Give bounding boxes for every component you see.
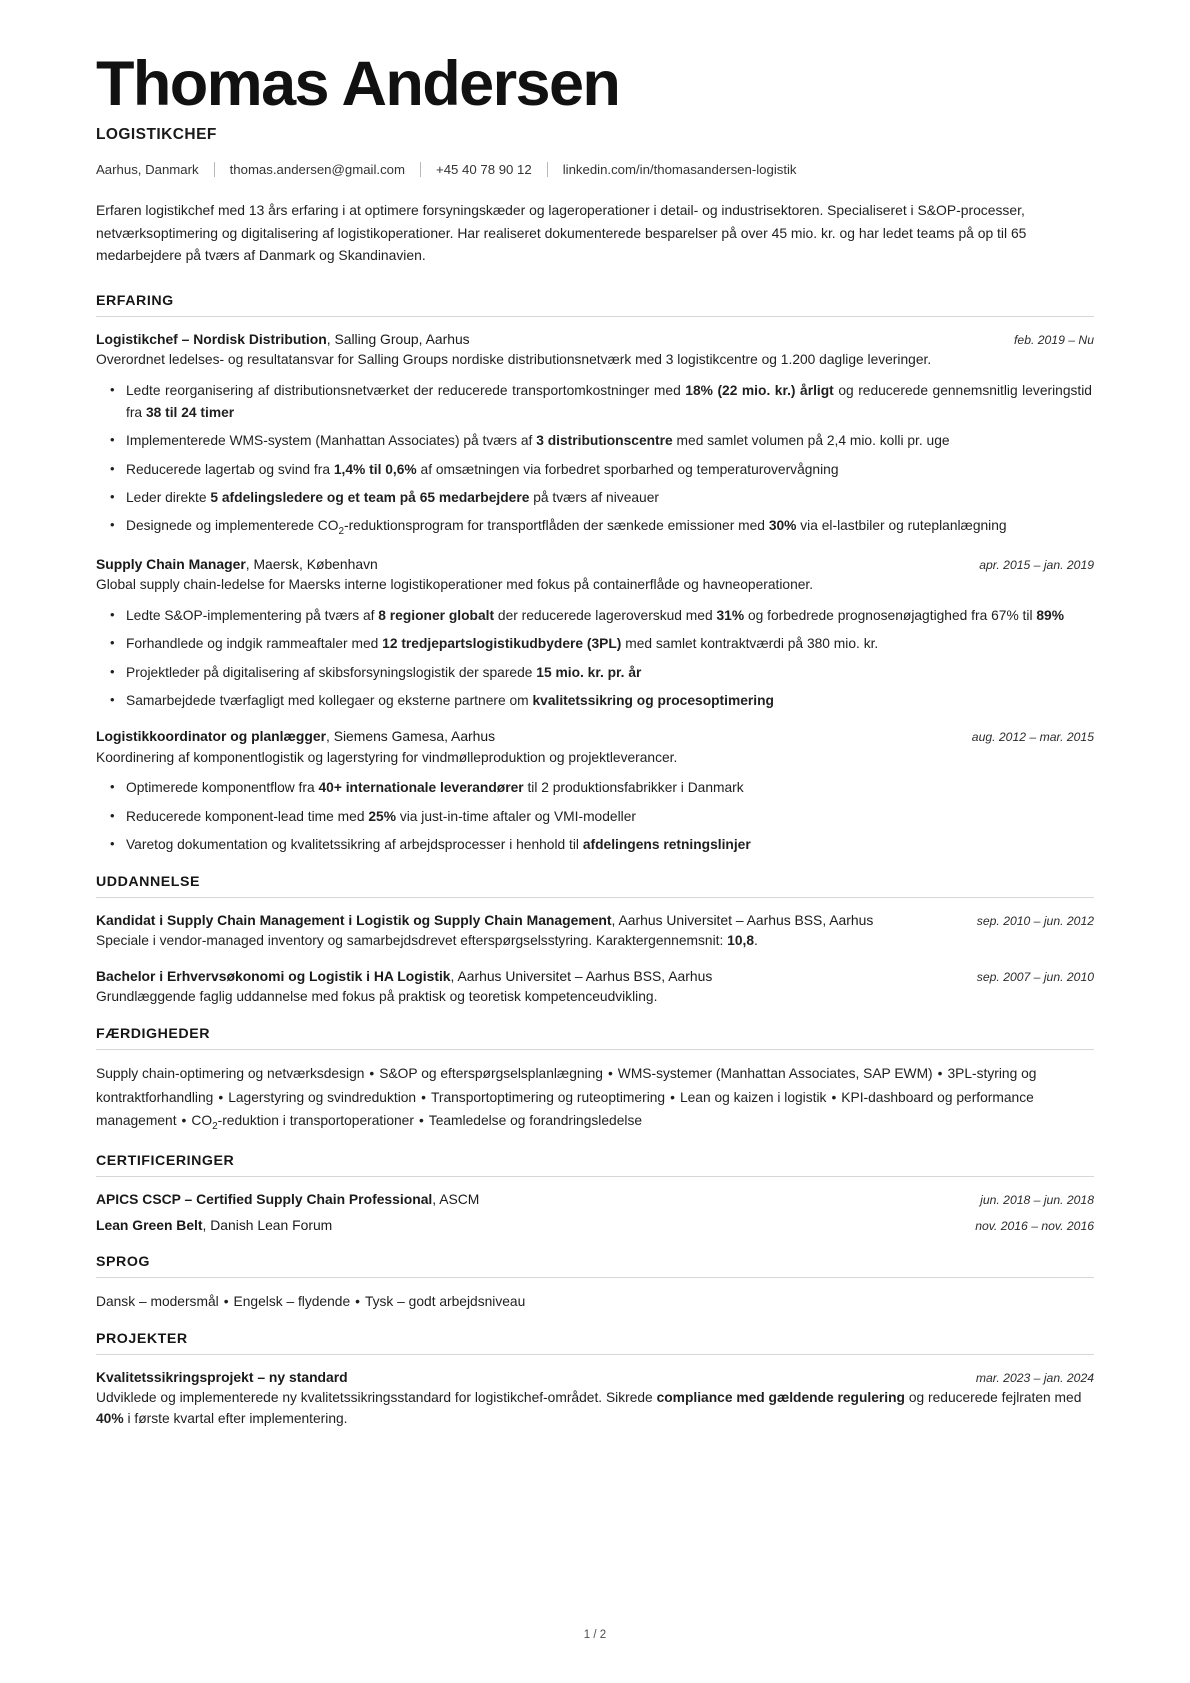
education-date: sep. 2007 – jun. 2010 — [976, 970, 1094, 985]
section-title-skills: FÆRDIGHEDER — [96, 1025, 211, 1042]
experience-role: Logistikkoordinator og planlægger — [96, 728, 326, 745]
experience-bullet: • Reducerede lagertab og svind fra 1,4% til 0,6% af omsætningen via forbedret sporbarhed og temperaturovervågning — [126, 459, 1094, 481]
experience-bullets — [96, 777, 1094, 856]
skill-item: Transportoptimering og ruteoptimering — [430, 1089, 666, 1105]
experience-entry — [96, 726, 1094, 856]
experience-bullet: • Optimerede komponentflow fra 40+ internationale leverandører til 2 produktionsfabrikker i Danmark — [126, 777, 1094, 799]
skill-item: Supply chain-optimering og netværksdesign — [96, 1065, 365, 1081]
experience-role: Logistikchef – Nordisk Distribution — [96, 330, 327, 347]
project-date: mar. 2023 – jan. 2024 — [975, 1371, 1094, 1386]
education-degree: Bachelor i Erhvervsøkonomi og Logistik i HA Logistik — [96, 968, 451, 985]
resume-header — [96, 49, 1094, 267]
language-item: Tysk – godt arbejdsniveau — [364, 1293, 526, 1309]
experience-description: Overordnet ledelses- og resultatansvar for Salling Groups nordiske distributionsnetværk med 3 logistikcentre og 1.200 daglige leveringer. — [96, 351, 932, 367]
education-title — [96, 910, 959, 930]
section-divider — [96, 1354, 1094, 1355]
experience-company: , Siemens Gamesa, Aarhus — [325, 728, 496, 745]
skill-item: $CO_2$-reduktion i transportoperationer — [191, 1113, 414, 1133]
section-divider — [96, 1277, 1094, 1278]
section-certifications — [96, 1153, 1094, 1235]
entry-header — [96, 966, 1094, 986]
list-separator: • — [937, 1065, 943, 1081]
experience-entry — [96, 329, 1094, 540]
entry-header — [96, 329, 1094, 349]
section-title-experience: ERFARING — [96, 292, 174, 309]
skill-item: Teamledelse og forandringsledelse — [428, 1113, 643, 1129]
list-separator: • — [223, 1293, 229, 1309]
entry-header — [96, 1215, 1094, 1235]
section-languages — [96, 1254, 1094, 1314]
certification-title — [96, 1189, 962, 1209]
list-separator: • — [831, 1089, 837, 1105]
skill-item: KPI-dashboard og performance management — [96, 1089, 1034, 1129]
contact-line — [96, 162, 1094, 177]
skill-item: Lagerstyring og svindreduktion — [228, 1089, 417, 1105]
experience-role: Supply Chain Manager — [96, 556, 246, 573]
certification-name: APICS CSCP – Certified Supply Chain Professional — [96, 1191, 433, 1208]
list-separator: • — [181, 1113, 187, 1129]
section-title-certifications: CERTIFICERINGER — [96, 1153, 235, 1170]
projects-list — [96, 1367, 1094, 1430]
list-separator: • — [418, 1113, 424, 1129]
contact-email[interactable]: thomas.andersen@gmail.com — [229, 162, 405, 178]
language-item: Engelsk – flydende — [233, 1293, 351, 1309]
skills-list — [96, 1062, 1094, 1135]
education-entry — [96, 966, 1094, 1008]
experience-date: feb. 2019 – Nu — [1014, 332, 1094, 347]
experience-bullet: • Reducerede komponent-lead time med 25% via just-in-time aftaler og VMI-modeller — [126, 806, 1094, 828]
education-title — [96, 966, 959, 986]
contact-location: Aarhus, Danmark — [96, 162, 199, 178]
experience-bullet: • Ledte reorganisering af distributionsnetværket der reducerede transportomkostninger med 18% (22 mio. kr.) årligt og reducerede gennemsnitlig leveringstid fra 38 til 24 timer — [126, 380, 1094, 425]
experience-date: apr. 2015 – jan. 2019 — [979, 558, 1094, 573]
section-experience — [96, 293, 1094, 857]
section-title-education: UDDANNELSE — [96, 874, 201, 891]
list-separator: • — [355, 1293, 360, 1309]
experience-bullet: • Leder direkte 5 afdelingsledere og et team på 65 medarbejdere på tværs af niveauer — [126, 487, 1094, 509]
education-description: Speciale i vendor-managed inventory og samarbejdsdrevet efterspørgselsstyring. Karaktergennemsnit: 10,8. — [96, 933, 758, 949]
certification-issuer: , ASCM — [432, 1191, 480, 1208]
experience-title — [96, 554, 961, 574]
certification-issuer: , Danish Lean Forum — [202, 1217, 333, 1234]
contact-divider — [214, 162, 215, 177]
experience-date: aug. 2012 – mar. 2015 — [971, 730, 1094, 745]
skill-item: S&OP og efterspørgselsplanlægning — [379, 1065, 603, 1081]
project-name: Kvalitetssikringsprojekt – ny standard — [96, 1369, 348, 1386]
candidate-job-title: LOGISTIKCHEF — [96, 126, 217, 144]
certification-date: nov. 2016 – nov. 2016 — [975, 1219, 1094, 1234]
list-separator: • — [369, 1065, 375, 1081]
education-date: sep. 2010 – jun. 2012 — [976, 914, 1094, 929]
section-divider — [96, 897, 1094, 898]
section-projects — [96, 1331, 1094, 1430]
list-separator: • — [421, 1089, 426, 1105]
entry-header — [96, 1367, 1094, 1387]
section-divider — [96, 1049, 1094, 1050]
experience-bullet: • Forhandlede og indgik rammeaftaler med 12 tredjepartslogistikudbydere (3PL) med samlet kontraktværdi på 380 mio. kr. — [126, 633, 1094, 655]
education-school: , Aarhus Universitet – Aarhus BSS, Aarhus — [611, 912, 874, 929]
contact-linkedin[interactable]: linkedin.com/in/thomasandersen-logistik — [562, 162, 797, 178]
experience-bullets — [96, 380, 1094, 541]
skill-item: 3PL-styring og kontraktforhandling — [96, 1065, 1037, 1105]
experience-bullet: • Projektleder på digitalisering af skibsforsyningslogistik der sparede 15 mio. kr. pr. år — [126, 662, 1094, 684]
experience-bullet: • Designede og implementerede $CO_2$-reduktionsprogram for transportflåden der sænkede emissioner med 30% via el-lastbiler og ruteplanlægning — [126, 515, 1094, 540]
certifications-list — [96, 1189, 1094, 1235]
section-divider — [96, 1176, 1094, 1177]
experience-title — [96, 726, 954, 746]
education-degree: Kandidat i Supply Chain Management i Logistik og Supply Chain Management — [96, 912, 612, 929]
skill-item: WMS-systemer (Manhattan Associates, SAP EWM) — [617, 1065, 933, 1081]
experience-description: Global supply chain-ledelse for Maersks interne logistikoperationer med fokus på containerflåde og havneoperationer. — [96, 577, 814, 593]
education-entry — [96, 910, 1094, 952]
experience-company: , Salling Group, Aarhus — [326, 330, 470, 347]
section-title-projects: PROJEKTER — [96, 1331, 188, 1348]
candidate-name: Thomas Andersen — [96, 49, 620, 119]
project-entry — [96, 1367, 1094, 1430]
certification-title — [96, 1215, 957, 1235]
languages-list — [96, 1290, 1094, 1314]
contact-divider — [547, 162, 548, 177]
education-list — [96, 910, 1094, 1008]
language-item: Dansk – modersmål — [96, 1293, 219, 1309]
experience-bullet: • Ledte S&OP-implementering på tværs af 8 regioner globalt der reducerede lageroverskud med 31% og forbedrede prognosenøjagtighed fra 67% til 89% — [126, 605, 1094, 627]
list-separator: • — [218, 1089, 224, 1105]
page-indicator: 1 / 2 — [583, 1629, 607, 1641]
experience-description: Koordinering af komponentlogistik og lagerstyring for vindmølleproduktion og projektleverancer. — [96, 749, 678, 765]
professional-summary: Erfaren logistikchef med 13 års erfaring i at optimere forsyningskæder og lageroperationer i detail- og industrisektoren. Specialiseret i S&OP-processer, netværksoptimering og digitalisering af logistikoperationer. Har realiseret dokumenterede besparelser på over 45 mio. kr. og har ledet teams på op til 65 medarbejdere på tværs af Danmark og Skandinavien. — [96, 202, 1027, 264]
project-title — [96, 1367, 958, 1387]
education-description: Grundlæggende faglig uddannelse med fokus på praktisk og teoretisk kompetenceudvikling. — [96, 989, 658, 1005]
section-education — [96, 874, 1094, 1008]
experience-list — [96, 329, 1094, 857]
list-separator: • — [670, 1089, 675, 1105]
certification-entry — [96, 1189, 1094, 1209]
experience-bullet: • Samarbejdede tværfagligt med kollegaer og eksterne partnere om kvalitetssikring og procesoptimering — [126, 690, 1094, 712]
contact-phone[interactable]: +45 40 78 90 12 — [436, 162, 532, 178]
experience-entry — [96, 554, 1094, 712]
experience-company: , Maersk, København — [245, 556, 378, 573]
contact-divider — [420, 162, 421, 177]
entry-header — [96, 554, 1094, 574]
entry-header — [96, 1189, 1094, 1209]
certification-date: jun. 2018 – jun. 2018 — [980, 1193, 1094, 1208]
section-title-languages: SPROG — [96, 1253, 150, 1270]
experience-title — [96, 329, 996, 349]
list-separator: • — [607, 1065, 613, 1081]
section-skills — [96, 1026, 1094, 1135]
experience-bullet: • Implementerede WMS-system (Manhattan Associates) på tværs af 3 distributionscentre med samlet volumen på 2,4 mio. kolli pr. uge — [126, 430, 1094, 452]
section-divider — [96, 316, 1094, 317]
project-description: Udviklede og implementerede ny kvalitetssikringsstandard for logistikchef-området. Sikrede compliance med gældende regulering og reducerede fejlraten med 40% i første kvartal efter implementering. — [96, 1390, 1082, 1427]
experience-bullet: • Varetog dokumentation og kvalitetssikring af arbejdsprocesser i henhold til afdelingens retningslinjer — [126, 834, 1094, 856]
entry-header — [96, 726, 1094, 746]
experience-bullets — [96, 605, 1094, 712]
certification-entry — [96, 1215, 1094, 1235]
education-school: , Aarhus Universitet – Aarhus BSS, Aarhus — [450, 968, 713, 985]
certification-name: Lean Green Belt — [96, 1217, 203, 1234]
entry-header — [96, 910, 1094, 930]
skill-item: Lean og kaizen i logistik — [679, 1089, 827, 1105]
